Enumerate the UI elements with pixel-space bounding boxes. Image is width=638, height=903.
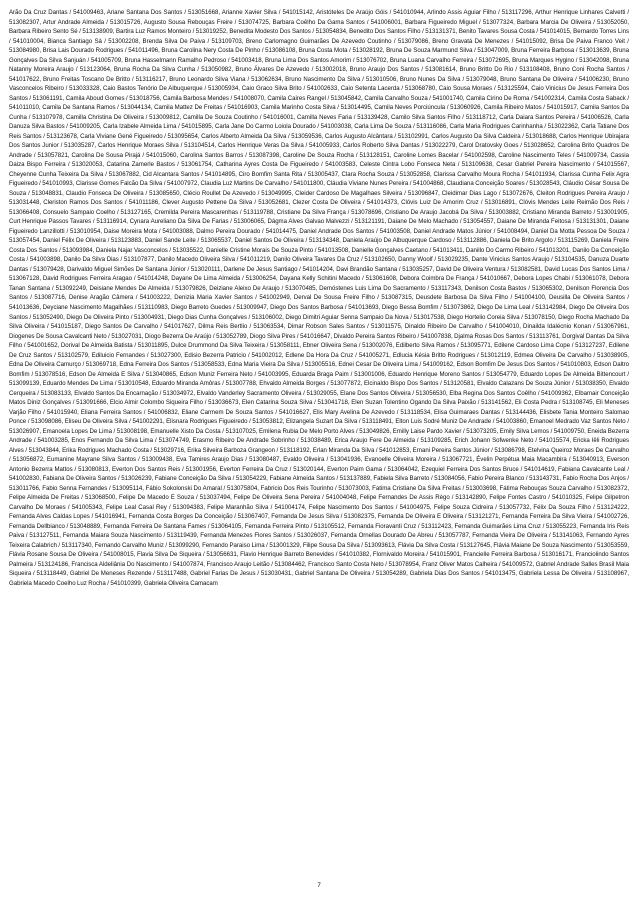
- page-number: 7: [317, 882, 321, 889]
- name-list-paragraph: Arão Da Cruz Dantas / 541009463, Ariane Santana Dos Santos / 513051668, Arianne Xavier Silva / 541015142, Aristóteles De Araújo Góis / 541010944, Arlindo Assis Aguiar Filho / 513117296, Arthur Henrique Linhares Calvetti / 513082307, Artur Andrade Almeida / 513015726, Augusto Sousa Rebouças Freire / 513074725, Barbara Coêlho Da Gama Santos / 541006001, Barbara Figueiredo Miguel / 513077324, Barbara Marcia De Oliveira / 513052050, Barbara Ribeiro Sento Sé / 513138909, Bartira Luz Ramos Monteiro / 513019252, Benedita Modesto Dos Santos / 513054834, Benedito Dos Santos Filho / 513131371, Benito Tavares Sousa Costa / 541014015, Bernardo Torres Lins / 541010004, Bianca Santiago Sá / 513002208, Brenda Silva De Paiva / 513109703, Breno Carlomagno Guimarães De Azevedo Coutinho / 513079086, Breno Gravatá De Menezes / 541015092, Brisa De Paiva Franco Veit / 513084980, Brisa Lais Dourado Rodrigues / 541011496, Bruna Carolina Nery Costa De Pinho / 513086108, Bruna Costa Mota / 513028192, Bruna De Souza Marmund Silva / 513047009, Bruna Ferreira Barbosa / 513013639, Bruna Gonçalves Da Silva Sanjuán / 541005709, Bruna Hasselmann Ramalho Pedroso / 541003418, Bruna Lima Dos Santos Amorim / 513076702, Bruna Luana Carvalho Ferreira / 513072695, Bruna Marques Hygino / 513042098, Bruna Natanny Moreira Araujo / 513123064, Bruna Rocha Da Silva Cunha / 513050982, Bruno Álvares De Azevedo / 513002018, Bruno Araujo Dos Santos / 513081614, Bruno Britto Do Rio / 513108408, Bruno Coni Rocha Santos / 541017622, Bruno Freitas Toscano De Britto / 513116217, Bruno Leonardo Silva Viana / 513062634, Bruno Nascimento Da Silva / 513010506, Bruno Nunes Da Silva / 513079048, Bruno Santana De Oliveira / 541006230, Bruno Vasconcelos Ribeiro / 513033328, Caio Bastos Tenório De Albuquerque / 513005934, Caio Graco Silva Brito / 541002633, Caio Setenta Lacerda / 513068780, Caio Sousa Moraes / 513125594, Caio Vinicius De Jesus Ferreira Dos Santos / 513061191, Camila Aboud Gomes / 513018756, Camila Barbosa Mendes / 541008070, Camila Caires Rangel / 513045842, Camila Carvalho Souza / 541001740, Camila Cirino De Roma / 541002314, Camila Costa Saback / 541011010, Camila De Santana Ramos / 513044134, Camila Mattez De Freitas / 541016903, Camila Marinho Costa Silva / 513014495, Camila Neves Porciúncula / 513060926, Camila Ribeiro Matos / 541015917, Camila Santos Da Cunha / 513107978, Camilla Christina De Oliveira / 513009812, Camilla De Souza Coutinho / 541016001, Camilla Neves Faria / 513139428, Camilo Silva Santos Filho / 513118712, Carla Daiara Santos Pereira / 541006526, Carla Danuza Silva Bastos / 541009205, Carla Izabele Almeida Lima / 541015895, Carla Jane Do Carmo Loiola Dourado / 541003038, Carla Lima De Souza / 513116086, Carla Maria Rodrigues Carinhanha / 513022362, Carla Tatiane Dos Reis Santos / 513123678, Carla Viviane Gené Figueiredo / 513095654, Carlos Alberto Almeida Da Silva / 513059536, Carlos Augusto Alcântara / 513102991, Carlos Augusto Da Silva Caldeira / 513018688, Carlos Henrique Ubirajara Dos Santos Junior / 513035287, Carlos Henrique Moraes Silva / 513104514, Carlos Henrique Veras Da Silva / 541005933, Carlos Roberto Silva Dantas / 513022279, Carol Dratovsky Goes / 513028652, Carolina Brito Quadros De Andrade / 513057821, Carolina De Sousa Pirajá / 541015060, Carolina Santos Barros / 513087398, Caroline De Souza Rocha / 513128151, Caroline Lomes Bacelar / 541002598, Caroline Nascimento Teles / 541009734, Cassia Daiza Bispo Ferreira / 513020053, Catarina Zamerle Bastos / 513061754, Catharina Ayres Costa De Figueiredo / 541003583, Celeste Cintra Lobo Fonseca Neta / 513109638, Cesar Gabriel Pereira Nascimento / 541015567, Cheyenne Cunha Teixeira Da Silva / 513067882, Cid Alcantara Santos / 541014895, Ciro Bomfim Santa Rita / 513005437, Clara Rocha Souza / 513052858, Clarissa Carvalho Moura Rocha / 541011934, Clarissa Cunha Felix Agra Figueiredo / 541010993, Clarisse Gomes Falcão Da Silva / 541007972, Claudia Luz Martins De Carvalho / 541011800, Cláudia Viviane Nunes Pereira / 541004868, Claudiana Conceição Soares / 513028543, Cláudio César Sousa De Souza / 513048831, Claudio Fonseca De Oliveira / 513085650, Clécio Roullet De Azevedo / 513049995, Cleider Cardoso De Magalhaes Silveira / 513096847, Cleidimar Dias Lago / 513072676, Cleiton Rodrigues Pereira Araujo / 513031448, Cleriston Ramos Dos Santos / 541011186, Clever Augusto Pettene Da Silva / 513052681, Clezer Costa De Oliveira / 541014373, Clóvis Luiz De Amorim Cruz / 513016891, Clóvis Mendes Leite Reimão Dos Reis / 513066408, Consuelo Sampaio Coelho / 513127165, Cremilda Pereira Mascarenhas / 513119788, Cristiane Da Silva França / 513078696, Cristiano De Araujo Jacobá Da Silva / 513003882, Cristiano Miranda Barreto / 513001905, Curt Henrique Passos Tavares / 513116914, Cynara Aureliano Da Silva De Farias / 513006065, Dágma Alves Galvao Malvezzi / 513121191, Daiane De Melo Machado / 513054557, Daiane De Miranda Feitosa / 513131301, Daiane Figueiredo Lanzillotti / 513010954, Daise Moreira Mota / 541003088, Dalmo Pereira Dourado / 541014475, Daniel Andrade Dos Santos / 541003508, Daniel Andrade Matos Júnior / 541008494, Daniel Da Motta Pessoa De Souza / 513057454, Daniel Félix De Oliveira / 513123883, Daniel Sande Leite / 513065537, Daniel Santos De Oliveira / 513134348, Daniela Araújo De Albuquerque Cardoso / 513112886, Daniela De Brito Argolo / 513115269, Daniela Freire Costa Dos Santos / 513093984, Daniela Najar Vasconcelos / 513035522, Danielle Cristine Morais De Souza Pinto / 541013508, Danielle Gonçalves Caetano / 541013411, Danillo Do Carmo Ribeiro / 541013201, Danilo Da Conceição Costa / 541003898, Danilo Da Silva Dias / 513107877, Danilo Macedo Oliveira Silva / 541011219, Danilo Oliveira Tavares Da Cruz / 513102650, Danny Woolf / 513029235, Dante Vinicius Santos Araujo / 513104535, Danuza Duarte Dantas / 513079428, Darivaldo Miguel Simões De Santana Júnior / 513020111, Darlene De Jesus Santiago / 541014204, Davi Brandão Santana / 513035257, David De Oliveira Ventura / 513082581, David Lucas Dos Santos Lima / 513067128, David Rodrigues Ferreira Aragao / 541014248, Dayane De Lima Almeida / 513006254, Dayana Kelly Schitini Macedo / 513061608, Debora Coimbra De França / 541010667, Debora Lopes Chabi / 513061078, Debora Tanan Santana / 513092249, Deisiane Mendes De Almeida / 513079826, Deiziane Aleixo De Araujo / 513070485, Demóstenes Luis Lima Do Sacramento / 513117343, Denilson Costa Bastos / 513065302, Denilson Florencia Dos Santos / 513087716, Denise Aragão Câmera / 541003222, Denizia Maria Xavier Santos / 541002949, Derval De Sousa Freire Filho / 513087315, Deusdete Barbosa Da Silva Filho / 541004100, Deusilla De Oliveira Santos / 541013636, Deyciane Nascimento Magalhães / 513110983, Diego Barreto Guedes / 513009947, Diego Dos Santos Barbosa / 541013693, Diego Bessa Bomfim / 513073862, Diego De Lima Leal / 513142984, Diego De Oliveira Dos Santos / 513052490, Diego De Oliveira Pinto / 513004931, Diego Dias Cunha Gonçalves / 513106002, Diego Dimitri Aguiar Senna Sampaio Da Nova / 513017538, Diego Hortelio Coreia Silva / 513078150, Diego Rocha Machado Da Silva Oliveira / 541015187, Diego Santos De Carvalho / 541017627, Dilma Reis Bertlio / 513063534, Dimar Robson Sales Santos / 513011575, Dinaldo Ribeiro De Carvalho / 541004010, Dinailda Idalécnio Konan / 513067961, Diogenes De Sousa Cavalcanti Neto / 513027031, Diogo Bezerra De Araújo / 513052789, Diogo Silva Pires / 541016647, Divaldo Pereira Santos Ribeiro / 541007838, Djalma Rosas Dos Santos / 513113761, Dorgival Dantas Da Silva Filho / 541001652, Dorival De Almeida Batista / 513011895, Dulce Drummond Da Silva Teixeira / 513058111, Ebner Oliveira Sena / 513002076, Edilberto Silva Ramos / 513095771, Edilene Cardoso Lima Cope / 513127237, Edilene De Cruz Santos / 513102579, Ediluicio Fernandes / 513027300, Edisio Bezerra Patricio / 541002012, Edlene Da Hora Da Cruz / 541005271, Edlucia Késia Britto Rodrigues / 513012119, Edmea Oliveira De Carvalho / 513038905, Edna De Oliveira Camurço / 513069718, Edna Ferreira Dos Santos / 513058533, Edna Maria Vieira Da Silva / 513005516, Ednei Cesar De Oliveira Lima / 541009162, Edson Bomfim De Jesus Dos Santos / 541010803, Edson Daltro Bomfim / 513078516, Edson De Almeida E Silva / 513040865, Edson Muniz Ferreira Neto / 541003995, Eduarda Braga Paim / 513001006, Eduardo Henrique Moreno Santos / 513054779, Eduardo Lopes De Almeida Bittencourt / 513099139, Eduardo Mendes De Lima / 513010548, Eduardo Miranda Amôras / 513007788, Ehvaldo Almeida Borges / 513077872, Elcinaldo Bispo Dos Santos / 513120581, Elvaldo Calazans De Souza Júnior / 513038350, Elvaldo Cerqueira / 513083133, Elvaldo Santos Da Encarnação / 513034972, Elvaldo Vanderley Sacramento Oliveira / 513029055, Elane Dos Santos Oliveira / 513056530, Elba Regina Dos Santos Coêlho / 541009362, Elbamair Conceição Matos Diniz Gonçalves / 513091666, Elcio Almir Colombo Siqueira Filho / 513036673, Elen Catarina Souza Silva / 513041718, Elen Suzan Tolentino Ogando Da Silva Paixão / 513141562, Eli Costa Pedra / 513108745, Eli Meneses Varjão Filho / 541015940, Eliana Ferreira Santos / 541006832, Eliane Carmem De Souza Santos / 541016627, Elis Mary Avelina De Azevedo / 513118534, Elisa Guimaraes Dantas / 513144436, Elisbete Tania Monteiro Salomao Ponce / 513098086, Eliseu De Oliveira Silva / 541002291, Elisnara Rodrigues Figueiredo / 513053812, Elizangela Suzart Da Silva / 513118491, Elton Luis Sodré Muniz De Andrade / 541003860, Emanoel Medrado Vaz Santos Neto / 513026907, Emanoela Lopes De Lima / 513008198, Emanuelle Xisto Da Costa / 513107025, Emilena Rubia De Melo Porto Alves / 513049826, Emilly Laise Pardo Xavier / 513073205, Emily Silva Lemos / 541009750, Eneida Bezerra Andrade / 541003285, Enos Fernando Da Silva Lima / 513074749, Erasmo Ribeiro De Andrade Sobrinho / 513038489, Erica Araujo Fere De Almeida / 513109285, Erich Johann Sofwenke Neto / 541015574, Ericka Iêli Rodrigues Alves / 513043844, Erika Rodrigues Machado Costa / 513029716, Erika Silveira Barboza Grangeon / 513118192, Erlan Miranda Da Silva / 541012853, Ernani Pereira Santos Júnior / 513086798, Etelvina Queiroz Moraes De Carvalho / 513056872, Eumanine Mayrane Silva Santos / 513009438, Eva Tamires Araujo Dias / 513080487, Evaldo Oliveira / 513041936, Evanoelle Oliveira Moreira / 513067721, Évelin Perpétua Maia Macambira / 513040913, Everson Antonio Bezerra Mattos / 513080813, Everton Dos Santos Reis / 513001956, Everton Ferreira Da Cruz / 513020144, Everton Paim Gama / 513064042, Ezequiel Ferreira Dos Santos Bruce / 541014619, Fabiana Cavalcante Leal / 541002830, Fabiana De Oliveira Santos / 513026239, Fabiane Conceição Da Silva / 513054229, Fabiane Almeida Santos / 513137889, Fabiela Silva Barreto / 513084056, Fabio Pereira Blanco / 513143731, Fabio Rocha Dos Anjos / 513011766, Fabio Senna Fernandes / 513095114, Fábio Sokolonski Do Amaral / 513075804, Fabricio Dos Reis Tourinho / 513073003, Fatima Cristiane Da Silva Freitas / 513003698, Fátima Rebouças Souza Carvalho / 513082372, Felipe Almeida De Freitas / 513068500, Felipe De Macedo E Souza / 513037494, Felipe De Oliveira Sena Pereira / 541004048, Felipe Fernandes De Assis Régo / 513142890, Felipe Fontes Castro / 541010325, Felipe Gilpetron Carvalho De Moraes / 541005343, Felipe Leal Casal Rey / 513094383, Felipe Maranhão Silva / 541004174, Felipe Nascimento Dos Santos / 541004975, Felipe Souza Cidreira / 513057732, Félix Da Souza Filho / 513124222, Fernanda Alves Caldas Lopes / 541016941, Fernanda Costa Borges Da Conceição / 513067407, Fernanda De Jesus Silva / 513082375, Fernanda De Oliveira E Oliveira / 513121271, Fernanda Ferreira Da Silva Vieira / 541002726, Fernanda Dellbianco / 513048889, Fernanda Ferreira De Santana Fames / 513064105, Fernanda Ferreira Pinto / 513105512, Fernanda Fioravanti Cruz / 513112423, Fernanda Guimarães Lima Cruz / 513055223, Fernanda Iris Reis Paiva / 513127511, Fernanda Maiara Souza Nascimento / 513119439, Fernanda Menezes Flores Santos / 513026037, Fernanda Ornellas Dourado De Abreu / 513057787, Fernanda Vieira De Oliveira / 513141063, Fernando Ayres Teixeira Calabrich / 513117340, Fernando Carvalho Muniz / 513099290, Fernando Paraiso Lima / 513001329, Filipe Sousa Da Silva / 513093613, Flávia Da Silva Costa / 513127645, Flávia Maiane De Souza Nascimento / 513053559, Flávia Rosane Sousa De Oliveira / 541008015, Flavia Silva De Siqueira / 513056631, Flavio Henrique Barreto Benevides / 541010382, Flornivaldo Moreira / 541015901, Francielle Ferreira Barbosa / 513016171, Franciolindo Santos Palmeira / 513124186, Francisca Aldeliânia Do Nascimento / 541007874, Francisco Araujo Leitão / 513084462, Francisco Santo Costa Neto / 513078954, Franz Oliver Matos Calheira / 541009572, Gabriel Andrade Salles Brasil Maia Siqueira / 513118449, Gabriel De Meneses Rezende / 513117488, Gabriel Farias De Jesus / 513030431, Gabriel Santana De Oliveira / 513054289, Gabriela Dias Dos Santos / 541013475, Gabriela Lessa De Oliveira / 513108967, Gabriela Macedo Coelho Luz Rocha / 541010399, Gabriela Oliveira Camacam: [9, 9, 629, 587]
